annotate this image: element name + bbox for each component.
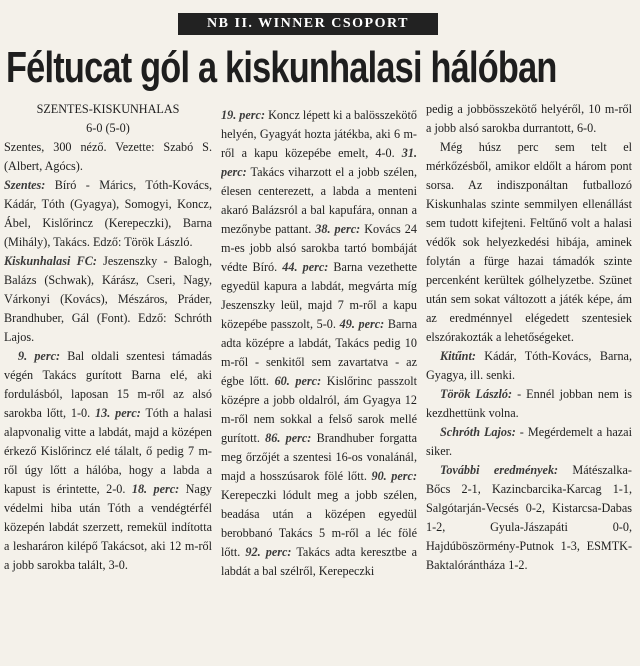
match-events: 9. perc: Bal oldali szentesi támadás végén Takács gurított Barna elé, aki fordulásból, laposan 15 m-ről az alsó sarokba lőtt, 1-0. 13. perc: Tóth a halasi alapvonalig vitte a labdát, majd a középen érkező Kislőrincz elé tálalt, ő pedig 7 m-ről úgy lőtt a hálóba, hogy a labda a kapust is érintette, 2-0. 18. perc: Nagy védelmi hiba után Tóth a vendégtérfél közepén labdát szerzett, remekül indította a lesharáron kilépő Takácsot, aki 12 m-ről a jobb sarokba talált, 3-0. — [4, 349, 212, 572]
team-label: Szentes: — [4, 178, 46, 192]
summary-paragraph: Még húsz perc sem telt el mérkőzésből, amikor eldőlt a három pont sorsa. Az indiszponáltan futballozó Kiskunhalas szinte semmilyen ellenállást sem tudott kifejteni. Feltűnő volt a halasi védők sok helyezkedési hibája, aminek folytán a fürge hazai támadók szinte percenként kerültek gólhelyzetbe. Szünet után sem sokat változott a játék képe, ám az eredménnyel elégedett szentesiek elszórakozták a lehetőségeket. — [426, 140, 632, 344]
lineup-home: Szentes: Bíró - Márics, Tóth-Kovács, Kádár, Tóth (Gyagya), Somogyi, Koncz, Ábel, Kislőrincz (Kerepeczki), Barna (Mihály), Takács. Edző: Török László. — [4, 178, 212, 249]
article-column-2 — [221, 106, 417, 666]
lineup-away: Kiskunhalasi FC: Jeszenszky - Balogh, Balázs (Schwak), Kárász, Cseri, Nagy, Várkonyi (Kovács), Mészáros, Práder, Brandhuber, Gál (Font). Edző: Schróth Lajos. — [4, 254, 212, 344]
article-column-1 — [4, 100, 212, 660]
match-title: SZENTES-KISKUNHALAS — [36, 102, 180, 116]
standout-players: Kitűnt: Kádár, Tóth-Kovács, Barna, Gyagya, ill. senki. — [426, 349, 632, 382]
section-banner: NB II. WINNER CSOPORT — [178, 13, 438, 35]
headline: Féltucat gól a kiskunhalasi hálóban — [6, 43, 557, 92]
article-column-3 — [426, 100, 632, 660]
coach-quote: Török László: - Ennél jobban nem is kezdhettünk volna. — [426, 387, 632, 420]
text-paragraph: pedig a jobbösszekötő helyéről, 10 m-ről a jobb alsó sarokba durrantott, 6-0. — [426, 102, 632, 135]
match-info: Szentes, 300 néző. Vezette: Szabó S. (Albert, Agócs). — [4, 140, 212, 173]
match-events: 19. perc: Koncz lépett ki a balösszekötő helyén, Gyagyát hozta játékba, aki 6 m-ről a kapu közepébe emelt, 4-0. 31. perc: Takács viharzott el a jobb szélen, élesen centerezett, a labda a menteni akaró Balázsról a bal kapufára, onnan a mezőnybe pattant. 38. perc: Kovács 24 m-es jobb alsó sarokba tartó bombáját védte Bíró. 44. perc: Barna vezethette egyedül kapura a labdát, megvárta míg Jeszenszky leül, majd 7 m-ről a kapu közepébe passzolt, 5-0. 49. perc: Barna adta középre a labdát, Takács pedig 10 m-ről - senkitől sem zavartatva - az égbe lőtt. 60. perc: Kislőrinc passzolt középre a jobb oldalról, ám Gyagya 12 m-ről nem sokkal a felső sarok mellé gurított. 86. perc: Brandhuber forgatta meg őrzőjét a szentesi 16-os vonalánál, majd a hosszúsarok fölé lőtt. 90. perc: Kerepeczki lódult meg a jobb szélen, beadása után a középen egyedül berobbanó Takács 5 m-ről a léc fölé lőtt. 92. perc: Takács adta keresztbe a labdát a bal szélről, Kerepeczki — [221, 108, 417, 578]
team-label: Kiskunhalasi FC: — [4, 254, 97, 268]
other-results: További eredmények: Mátészalka-Bőcs 2-1, Kazincbarcika-Karcag 1-1, Salgótarján-Vecsés 0-2, Kistarcsa-Dabas 1-2, Gyula-Jászapáti 0-0, Hajdúböszörmény-Putnok 1-3, ESMTK-Baktalórántháza 1-2. — [426, 463, 632, 572]
coach-quote: Schróth Lajos: - Megérdemelt a hazai siker. — [426, 425, 632, 458]
match-score: 6-0 (5-0) — [86, 121, 130, 135]
